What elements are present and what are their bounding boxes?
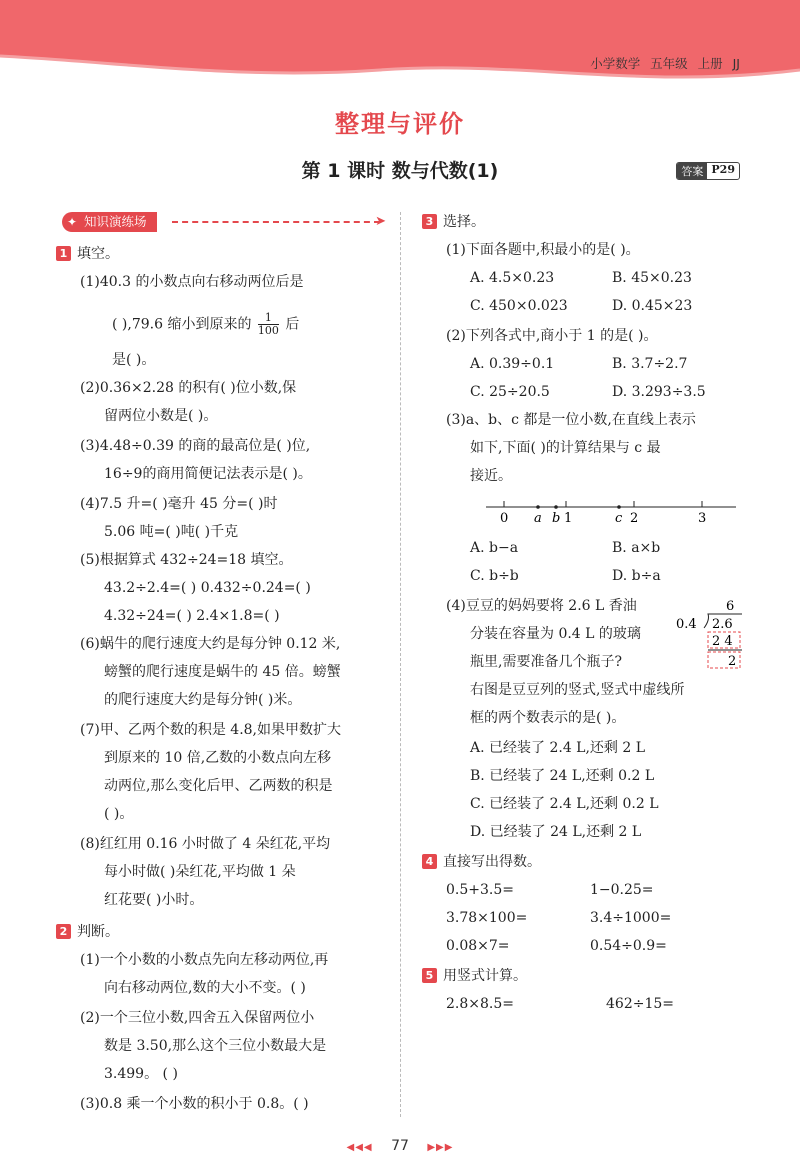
q3-option: C. 已经装了 2.4 L,还剩 0.2 L [470, 796, 659, 812]
q3-option: B. a×b [612, 540, 661, 556]
q1-line: ( )。 [104, 806, 134, 822]
q2-heading [56, 922, 119, 942]
q1-line: 每小时做( )朵红花,平均做 1 朵 [104, 864, 296, 880]
q1-line: (8)红红用 0.16 小时做了 4 朵红花,平均 [80, 836, 331, 852]
q4-item: 0.5+3.5= [446, 882, 514, 898]
page-title: 整理与评价 [335, 110, 465, 138]
q3-title: 选择。 [443, 214, 485, 230]
tick-label: 1 [564, 511, 573, 526]
q3-line: 瓶里,需要准备几个瓶子? [470, 654, 622, 670]
q5-number: 5 [422, 968, 437, 983]
q1-line: 4.32÷24=( ) 2.4×1.8=( ) [104, 608, 280, 624]
q1-line: (2)0.36×2.28 的积有( )位小数,保 [80, 380, 297, 396]
q1-line: (4)7.5 升=( )毫升 45 分=( )时 [80, 496, 278, 512]
tick-label: 0 [500, 511, 509, 526]
q2-line: 3.499。 ( ) [104, 1066, 178, 1082]
q3-option: B. 3.7÷2.7 [612, 356, 688, 372]
fraction: $\frac{1}{100}$ [257, 311, 279, 337]
section-header [62, 212, 386, 232]
q5-title: 用竖式计算。 [443, 968, 527, 984]
q1-line: (5)根据算式 432÷24=18 填空。 [80, 552, 293, 568]
q3-option: B. 45×0.23 [612, 270, 692, 286]
triangles-left-icon: ◀◀◀ [346, 1142, 373, 1153]
q3-option: C. 450×0.023 [470, 298, 568, 314]
q1-line: 43.2÷2.4=( ) 0.432÷0.24=( ) [104, 580, 311, 596]
q3-option: A. b−a [470, 540, 519, 556]
q1-heading [56, 244, 119, 264]
q3-option: A. 0.39÷0.1 [470, 356, 555, 372]
q1-line: 红花要( )小时。 [104, 892, 204, 908]
page-footer [0, 1138, 800, 1154]
q3-line: (1)下面各题中,积最小的是( )。 [446, 242, 640, 258]
series-label: 小学数学 五年级 上册 JJ [590, 56, 740, 71]
q1-line: 16÷9的商用简便记法表示是( )。 [104, 466, 312, 482]
q3-option: D. 3.293÷3.5 [612, 384, 706, 400]
column-divider [400, 212, 401, 1117]
q1-number: 1 [56, 246, 71, 261]
tick-label: 2 [630, 511, 639, 526]
q3-option: B. 已经装了 24 L,还剩 0.2 L [470, 768, 655, 784]
q3-number: 3 [422, 214, 437, 229]
q2-line: (3)0.8 乘一个小数的积小于 0.8。( ) [80, 1096, 309, 1112]
q4-item: 3.4÷1000= [590, 910, 672, 926]
q1-title: 填空。 [77, 246, 119, 262]
q5-item: 462÷15= [606, 996, 674, 1012]
q3-line: 如下,下面( )的计算结果与 c 最 [470, 440, 661, 456]
q4-number: 4 [422, 854, 437, 869]
q3-line: 分装在容量为 0.4 L 的玻璃 [470, 626, 641, 642]
tick-label: 3 [698, 511, 707, 526]
dividend: 2.6 [712, 617, 733, 632]
q4-item: 0.08×7= [446, 938, 510, 954]
long-division [676, 598, 742, 670]
q1-line: 留两位小数是( )。 [104, 408, 218, 424]
divisor: 0.4 [676, 617, 697, 632]
q3-option: A. 已经装了 2.4 L,还剩 2 L [470, 740, 646, 756]
q3-option: C. 25÷20.5 [470, 384, 550, 400]
q1-line: (1)40.3 的小数点向右移动两位后是 [80, 274, 304, 290]
q4-heading [422, 852, 541, 872]
q4-item: 0.54÷0.9= [590, 938, 667, 954]
q3-line: 框的两个数表示的是( )。 [470, 710, 626, 726]
q1-line: (6)蜗牛的爬行速度大约是每分钟 0.12 米, [80, 636, 341, 652]
q2-number: 2 [56, 924, 71, 939]
q1-line: 螃蟹的爬行速度是蜗牛的 45 倍。螃蟹 [104, 664, 341, 680]
star-icon: ✦ [67, 215, 78, 229]
point-label: a [534, 511, 542, 526]
header-band [0, 0, 800, 90]
q4-title: 直接写出得数。 [443, 854, 541, 870]
q4-item: 1−0.25= [590, 882, 654, 898]
q2-line: (1)一个小数的小数点先向左移动两位,再 [80, 952, 329, 968]
point-label: b [552, 511, 561, 526]
product: 2 4 [712, 634, 733, 649]
answer-page: P29 [711, 163, 735, 176]
q1-line: 动两位,那么变化后甲、乙两数的积是 [104, 778, 333, 794]
q5-heading [422, 966, 527, 986]
q2-title: 判断。 [77, 924, 119, 940]
q2-line: 向右移动两位,数的大小不变。( ) [104, 980, 306, 996]
q3-line: (2)下列各式中,商小于 1 的是( )。 [446, 328, 658, 344]
q3-line: 接近。 [470, 468, 512, 484]
q1-line: 的爬行速度大约是每分钟( )米。 [104, 692, 302, 708]
q1-line: 5.06 吨=( )吨( )千克 [104, 524, 239, 540]
dashed-arrow-line [172, 221, 380, 223]
q3-option: C. b÷b [470, 568, 519, 584]
quotient: 6 [726, 599, 735, 614]
q2-line: 数是 3.50,那么这个三位小数最大是 [104, 1038, 327, 1054]
q3-heading [422, 212, 485, 232]
q3-option: A. 4.5×0.23 [470, 270, 555, 286]
lesson-title: 第 1 课时 数与代数(1) [301, 160, 499, 182]
number-line [486, 498, 736, 526]
remainder: 2 [728, 654, 737, 669]
arrow-right-icon: ➤ [375, 214, 386, 229]
section-label: 知识演练场 [84, 214, 147, 229]
q1-line: 到原来的 10 倍,乙数的小数点向左移 [104, 750, 332, 766]
q1-line-frac: ( ),79.6 缩小到原来的 $\frac{1}{100}$ 后 [112, 311, 300, 337]
q3-option: D. b÷a [612, 568, 661, 584]
q1-line: (7)甲、乙两个数的积是 4.8,如果甲数扩大 [80, 722, 341, 738]
page-number: 77 [391, 1138, 409, 1154]
q3-line: (4)豆豆的妈妈要将 2.6 L 香油 [446, 598, 637, 614]
q1-line: 是( )。 [112, 352, 156, 368]
answer-tag: 答案 [677, 163, 707, 179]
point-label: c [615, 511, 623, 526]
q3-line: 右图是豆豆列的竖式,竖式中虚线所 [470, 682, 685, 698]
q2-line: (2)一个三位小数,四舍五入保留两位小 [80, 1010, 315, 1026]
q3-option: D. 已经装了 24 L,还剩 2 L [470, 824, 642, 840]
triangles-right-icon: ▶▶▶ [427, 1142, 454, 1153]
q1-line: (3)4.48÷0.39 的商的最高位是( )位, [80, 438, 311, 454]
q3-line: (3)a、b、c 都是一位小数,在直线上表示 [446, 412, 696, 428]
q4-item: 3.78×100= [446, 910, 528, 926]
q5-item: 2.8×8.5= [446, 996, 514, 1012]
answer-badge [676, 162, 740, 180]
q3-option: D. 0.45×23 [612, 298, 693, 314]
